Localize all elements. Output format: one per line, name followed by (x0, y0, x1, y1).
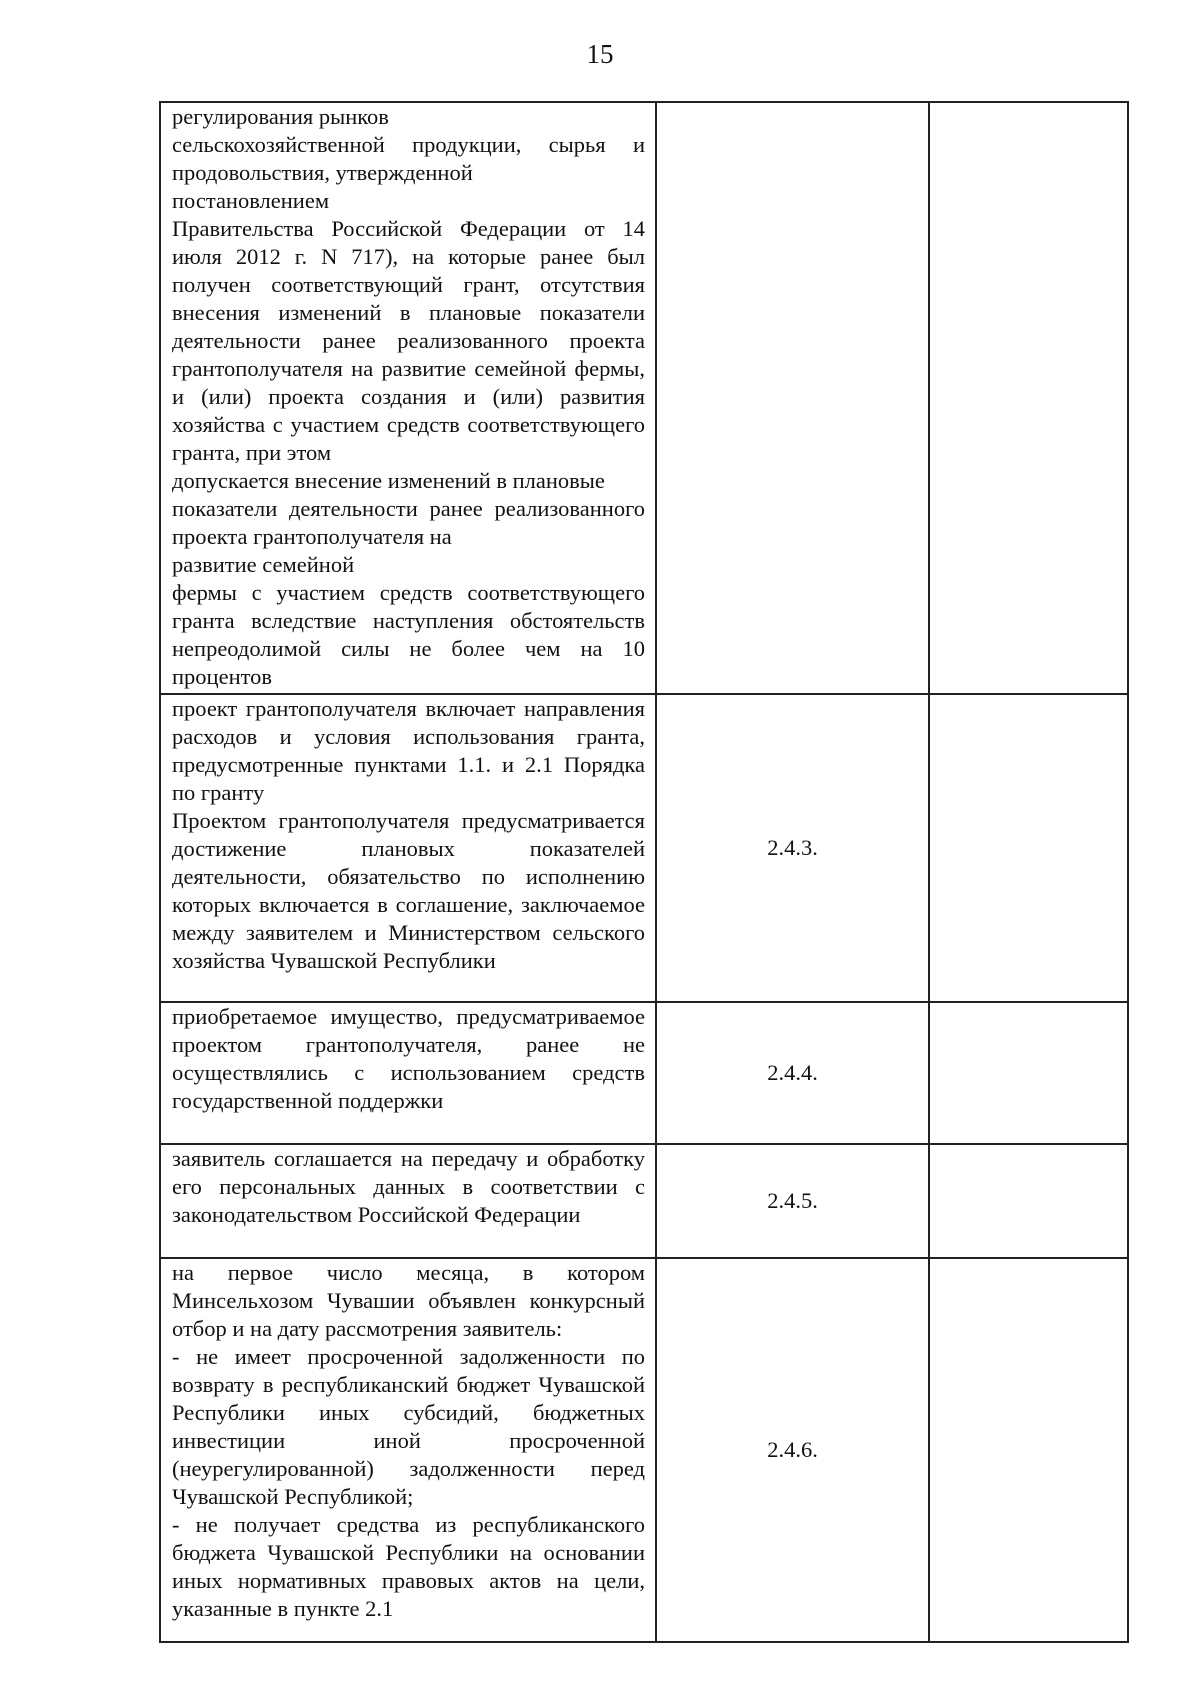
condition-paragraph: развитие семейной (172, 552, 355, 577)
condition-paragraph: на первое число месяца, в котором Минсельхозом Чувашии объявлен конкурсный отбор и на дату рассмотрения заявитель: (172, 1260, 645, 1341)
requirements-table (159, 101, 1129, 1643)
condition-paragraph: постановлением (172, 188, 330, 213)
table-row (160, 1258, 1128, 1642)
table-row (160, 1002, 1128, 1144)
clause-number-cell: 2.4.3. (656, 694, 929, 1002)
extra-cell (929, 1002, 1128, 1144)
condition-paragraph: фермы с участием средств соответствующего гранта вследствие наступления обстоятельств непреодолимой силы не более чем на 10 процентов (172, 580, 645, 689)
condition-cell (160, 1002, 656, 1144)
clause-number-cell (656, 102, 929, 694)
condition-paragraph: регулирования рынков (172, 104, 389, 129)
condition-paragraph: сельскохозяйственной продукции, сырья и продовольствия, утвержденной (172, 132, 645, 185)
extra-cell (929, 102, 1128, 694)
page-number: 15 (586, 39, 614, 69)
condition-paragraph: показатели деятельности ранее реализованного проекта грантополучателя на (172, 496, 645, 549)
condition-cell (160, 102, 656, 694)
table-row (160, 694, 1128, 1002)
clause-number-cell: 2.4.5. (656, 1144, 929, 1258)
extra-cell (929, 1258, 1128, 1642)
condition-cell (160, 694, 656, 1002)
condition-paragraph: проект грантополучателя включает направления расходов и условия использования гранта, предусмотренные пунктами 1.1. и 2.1 Порядка по гранту (172, 696, 645, 805)
table-row (160, 1144, 1128, 1258)
condition-paragraph: Правительства Российской Федерации от 14 июля 2012 г. N 717), на которые ранее был получен соответствующий грант, отсутствия внесения изменений в плановые показатели деятельности ранее реализованного проекта грантополучателя на развитие семейной фермы, и (или) проекта создания и (или) развития хозяйства с участием средств соответствующего гранта, при этом (172, 216, 645, 465)
condition-cell (160, 1258, 656, 1642)
table-row (160, 102, 1128, 694)
condition-paragraph: приобретаемое имущество, предусматриваемое проектом грантополучателя, ранее не осуществлялись с использованием средств государственной поддержки (172, 1004, 645, 1113)
condition-cell (160, 1144, 656, 1258)
clause-number-cell: 2.4.4. (656, 1002, 929, 1144)
condition-paragraph: - не получает средства из республиканского бюджета Чувашской Республики на основании иных нормативных правовых актов на цели, указанные в пункте 2.1 (172, 1512, 645, 1621)
extra-cell (929, 1144, 1128, 1258)
extra-cell (929, 694, 1128, 1002)
condition-paragraph: Проектом грантополучателя предусматривается достижение плановых показателей деятельности, обязательство по исполнению которых включается в соглашение, заключаемое между заявителем и Министерством сельского хозяйства Чувашской Республики (172, 808, 645, 973)
condition-paragraph: - не имеет просроченной задолженности по возврату в республиканский бюджет Чувашской Республики иных субсидий, бюджетных инвестиции иной просроченной (неурегулированной) задолженности перед Чувашской Республикой; (172, 1344, 645, 1509)
condition-paragraph: заявитель соглашается на передачу и обработку его персональных данных в соответствии с законодательством Российской Федерации (172, 1146, 645, 1227)
clause-number-cell: 2.4.6. (656, 1258, 929, 1642)
condition-paragraph: допускается внесение изменений в плановые (172, 468, 605, 493)
